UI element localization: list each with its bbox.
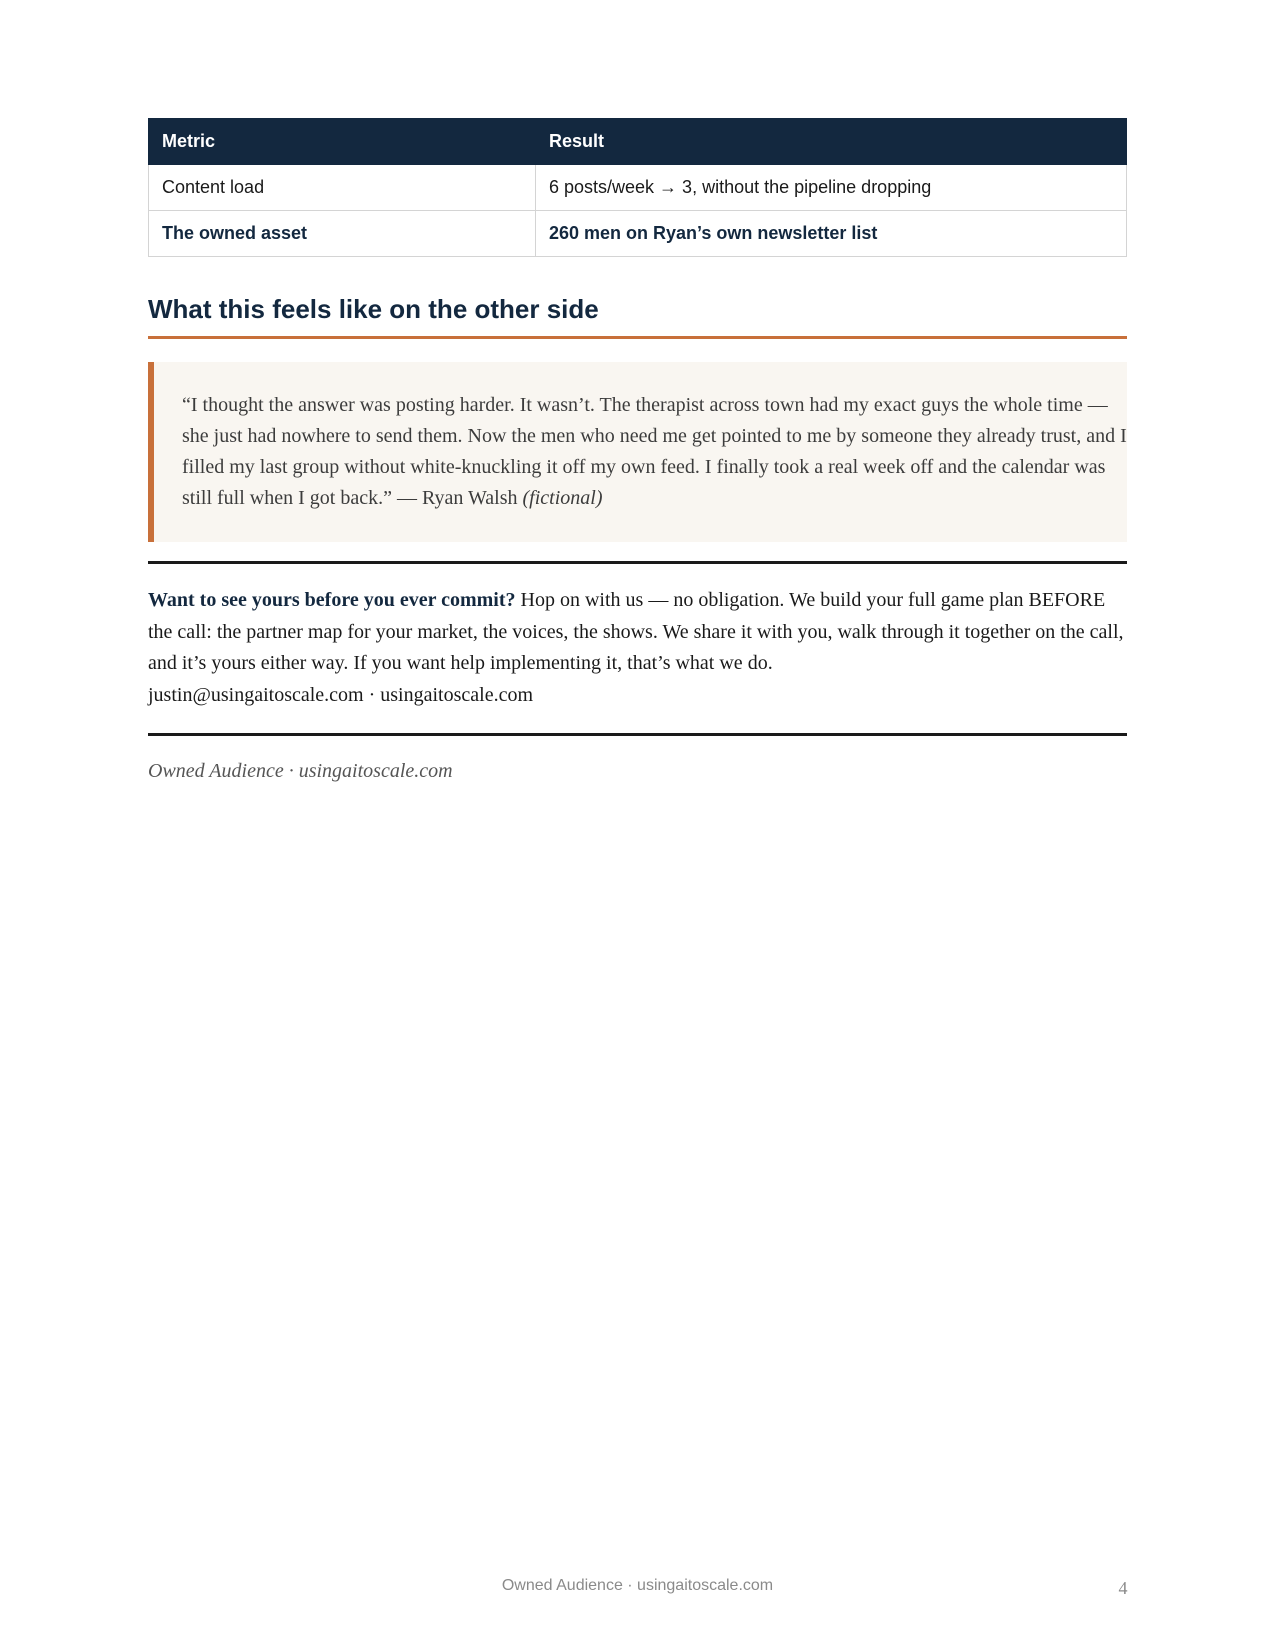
divider-bottom (148, 733, 1127, 736)
page-content (148, 118, 1127, 783)
table-row (149, 211, 1127, 257)
page-footer: Owned Audience · usingaitoscale.com (501, 1577, 774, 1594)
cta-contact: justin@usingaitoscale.com · usingaitoscale.com (148, 683, 533, 706)
results-table (148, 118, 1127, 257)
column-header-metric: Metric (149, 119, 536, 165)
call-to-action (148, 564, 1127, 733)
section-heading: What this feels like on the other side (148, 294, 1127, 339)
table-row (149, 165, 1127, 211)
cta-body: Hop on with us — no obligation. We build your full game plan BEFORE the call: the partner map for your market, the voices, the shows. We share it with you, walk through it together on the call, and it’s yours either way. If you want help implementing it, that’s what we do. (148, 589, 1124, 675)
table-cell-metric: Content load (149, 165, 536, 211)
page-number: 4 (1118, 1578, 1128, 1598)
cta-lead: Want to see yours before you ever commit? (148, 589, 516, 612)
column-header-result: Result (536, 119, 1127, 165)
quote-attribution-note: (fictional) (522, 487, 603, 510)
table-header-row (149, 119, 1127, 165)
signoff: Owned Audience · usingaitoscale.com (148, 760, 453, 783)
quote-text: “I thought the answer was posting harder. It wasn’t. The therapist across town had my exact guys the whole time — she just had nowhere to send them. Now the men who need me get pointed to me by someone they already trust, and I filled my last group without white-knuckling it off my own feed. I finally took a real week off and the calendar was still full when I got back.” — Ryan Walsh (182, 394, 1127, 510)
table-cell-result: 6 posts/week → 3, without the pipeline dropping (536, 165, 1127, 211)
table-cell-result: 260 men on Ryan’s own newsletter list (536, 211, 1127, 257)
testimonial-quote (148, 362, 1127, 542)
table-cell-metric: The owned asset (149, 211, 536, 257)
